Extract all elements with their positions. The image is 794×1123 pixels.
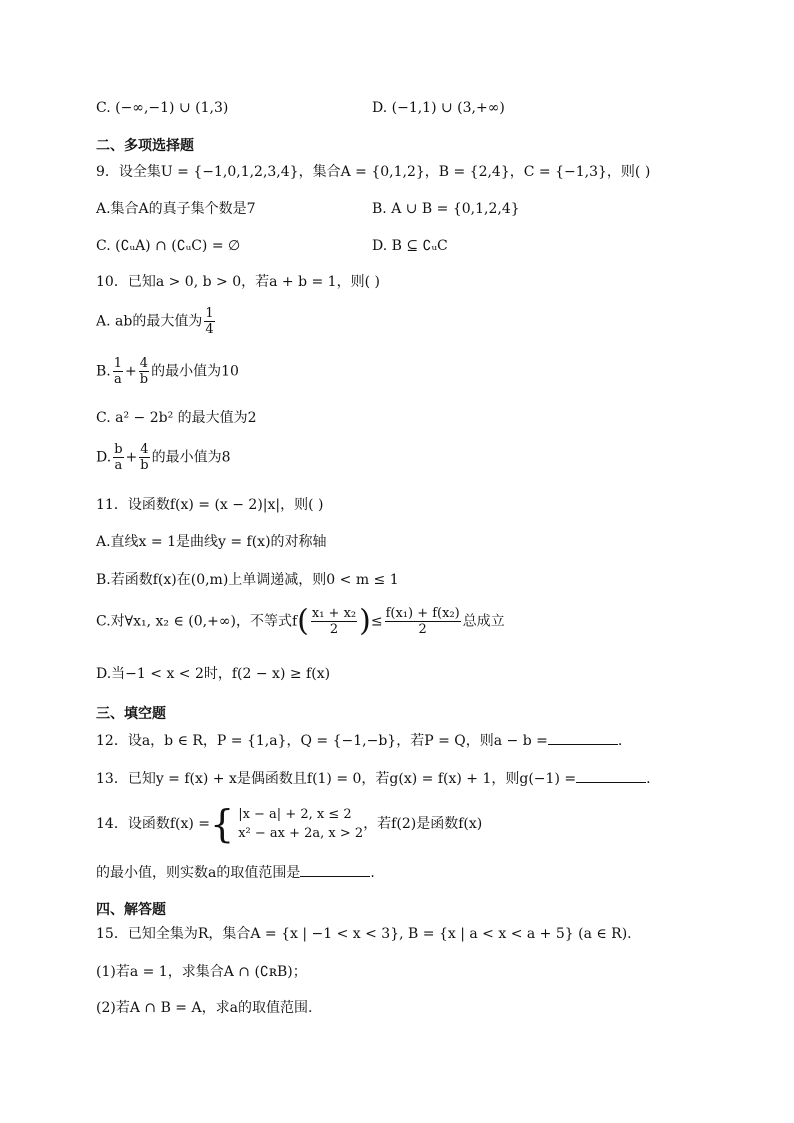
q14-end: . [370, 865, 375, 881]
q10-d-d2: b [140, 458, 149, 473]
q10-d-d1: a [114, 458, 123, 473]
q10-d-text: 的最小值为8 [151, 449, 231, 466]
q11-c-n1: x₁ + x₂ [311, 606, 357, 621]
q14-line2 [96, 862, 375, 883]
q11-option-a: A.直线x = 1是曲线y = f(x)的对称轴 [96, 534, 327, 550]
q10-a-num: 1 [205, 306, 214, 321]
q13-end: . [646, 771, 651, 787]
q15-stem: 15．已知全集为R，集合A = {x | −1 < x < 3}, B = {x | a < x < a + 5} (a ∈ R). [96, 926, 632, 942]
q9-stem: 9．设全集U = {−1,0,1,2,3,4}，集合A = {0,1,2}，B = {2,4}，C = {−1,3}，则( ) [96, 164, 651, 180]
q13-stem: 13．已知y = f(x) + x是偶函数且f(1) = 0，若g(x) = f(x) + 1，则g(−1) = [96, 771, 577, 787]
q10-b-frac2 [139, 356, 149, 387]
q14-pre: 14．设函数f(x) = [96, 816, 210, 832]
q15-part1: (1)若a = 1，求集合A ∩ (∁ʀB)； [96, 964, 307, 980]
q10-option-a [96, 306, 217, 337]
q10-b-d2: b [139, 372, 149, 387]
q10-option-b [96, 356, 239, 387]
q11-c-le: ≤ [370, 613, 383, 630]
q10-d-n1: b [114, 442, 123, 457]
q11-c-d1: 2 [329, 622, 339, 637]
q10-d-n2: 4 [140, 442, 149, 457]
q11-option-d: D.当−1 < x < 2时，f(2 − x) ≥ f(x) [96, 666, 331, 682]
q10-d-plus: + [125, 449, 138, 466]
q14-brace: { [210, 802, 235, 846]
q10-b-n1: 1 [113, 356, 123, 371]
q11-c-post: 总成立 [462, 613, 505, 630]
q10-d-frac2 [139, 442, 149, 473]
q12-answer-blank[interactable] [548, 730, 618, 745]
q12 [96, 730, 622, 751]
section-heading-solve: 四、解答题 [96, 902, 166, 918]
q13-answer-blank[interactable] [576, 768, 646, 783]
q10-b-frac1 [113, 356, 123, 387]
q10-b-label: B. [96, 363, 111, 380]
q9-option-a: A.集合A的真子集个数是7 [96, 201, 256, 217]
q11-c-lparen: ( [297, 603, 309, 639]
q11-c-rparen: ) [359, 603, 371, 639]
q14-piecewise [238, 805, 363, 843]
q11-option-c [96, 603, 505, 639]
q10-b-n2: 4 [139, 356, 149, 371]
q11-option-b: B.若函数f(x)在(0,m)上单调递减，则0 < m ≤ 1 [96, 572, 399, 588]
q10-b-plus: + [125, 363, 137, 380]
q9-option-d: D. B ⊆ ∁ᵤC [372, 238, 448, 254]
q11-c-n2: f(x₁) + f(x₂) [385, 606, 460, 621]
q14 [96, 804, 482, 844]
q11-stem: 11．设函数f(x) = (x − 2)|x|，则( ) [96, 497, 324, 513]
section-heading-multi: 二、多项选择题 [96, 138, 194, 154]
q15-part2: (2)若A ∩ B = A，求a的取值范围. [96, 1000, 313, 1016]
q10-a-den: 4 [205, 322, 214, 337]
section-heading-fill: 三、填空题 [96, 706, 166, 722]
q10-stem: 10．已知a > 0, b > 0，若a + b = 1，则( ) [96, 274, 380, 290]
q14-answer-blank[interactable] [300, 862, 370, 877]
q10-a-fraction [204, 306, 214, 337]
q14-case2: x² − ax + 2a, x > 2 [238, 826, 364, 841]
q14-line2-text: 的最小值，则实数a的取值范围是 [96, 865, 301, 881]
q11-c-frac2 [385, 606, 461, 637]
q9-option-c: C. (∁ᵤA) ∩ (∁ᵤC) = ∅ [96, 238, 241, 254]
q11-c-d2: 2 [418, 622, 427, 637]
q11-c-text: C.对∀x₁, x₂ ∈ (0,+∞)，不等式f [96, 613, 298, 630]
q10-a-text: A. ab的最大值为 [96, 313, 203, 330]
q10-option-c: C. a² − 2b² 的最大值为2 [96, 410, 257, 426]
q10-option-d [96, 442, 231, 473]
q12-stem: 12．设a，b ∈ R，P = {1,a}，Q = {−1,−b}，若P = Q，则a − b = [96, 733, 548, 749]
q10-d-label: D. [96, 449, 112, 466]
q10-b-text: 的最小值为10 [151, 363, 239, 380]
q14-case1: |x − a| + 2, x ≤ 2 [238, 807, 352, 822]
option-c-prev: C. (−∞,−1) ∪ (1,3) [96, 100, 229, 116]
q12-end: . [617, 733, 623, 749]
q10-b-d1: a [114, 372, 122, 387]
q9-option-b: B. A ∪ B = {0,1,2,4} [372, 201, 520, 217]
option-d-prev: D. (−1,1) ∪ (3,+∞) [372, 100, 505, 116]
q10-d-frac1 [113, 442, 123, 473]
q14-post: ，若f(2)是函数f(x) [363, 816, 483, 832]
q13 [96, 768, 651, 789]
q11-c-frac1 [311, 606, 357, 637]
